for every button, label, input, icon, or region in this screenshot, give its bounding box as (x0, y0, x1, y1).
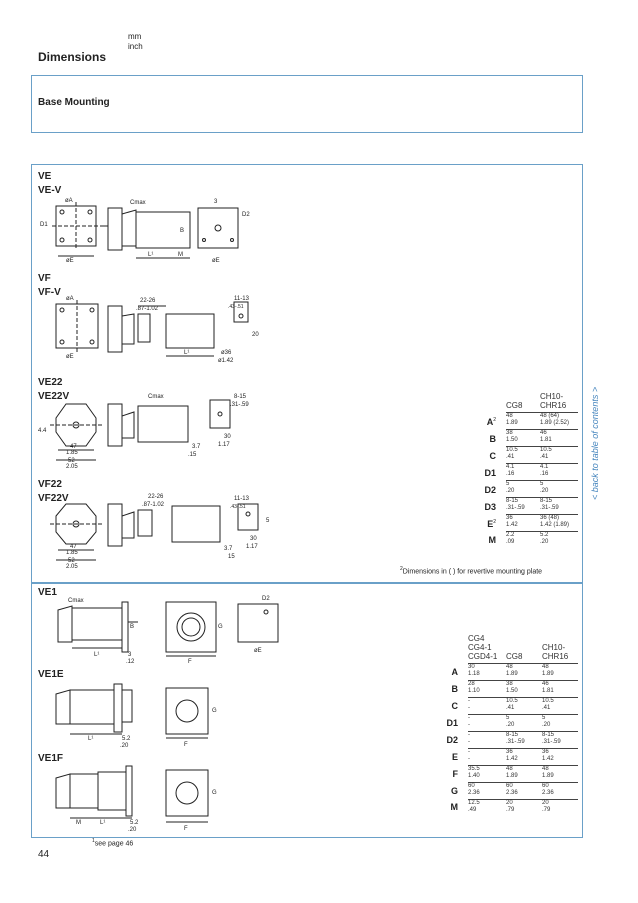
cell-cg8: 10.5 .41 (506, 447, 540, 464)
dim-l1-ve1: L¹ (94, 652, 100, 658)
cell-cg8: 36 1.42 (506, 515, 540, 532)
col-cg8: CG8 (506, 401, 523, 410)
cell-cg4: 60 2.36 (468, 783, 506, 800)
drawing-vf (38, 296, 268, 368)
row-label: $A^2$ (486, 416, 496, 427)
cell-cg4: - - (468, 732, 506, 749)
dim-o36: ø36 (221, 350, 232, 356)
page-number: 44 (38, 849, 50, 860)
label-vf-v: VF-V (38, 287, 61, 298)
dim-cmax-ve1: Cmax (68, 598, 84, 604)
back-to-toc-link[interactable]: < back to table of contents > (590, 386, 600, 500)
col-cg4: CG4 CG4-1 CGD4-1 (468, 634, 498, 661)
dim-f-ve1: F (188, 659, 192, 665)
cell-cg8: 8-15 .31-.59 (506, 498, 540, 515)
dim-m: M (178, 252, 183, 258)
cell-cg8: 48 1.89 (506, 766, 542, 783)
dim-o142: ø1.42 (218, 358, 234, 364)
row-label: C (451, 700, 458, 711)
dim-52-ve1e: 5.2 (122, 736, 131, 742)
row-label: B (489, 433, 496, 444)
dim-15: .15 (188, 452, 197, 458)
dim-oe-2: øE (212, 258, 220, 264)
dim-f-ve1e: F (184, 742, 188, 748)
label-vf22v: VF22V (38, 493, 69, 504)
dim-185: 1.85 (66, 450, 78, 456)
section1-spec-table (470, 392, 578, 548)
dim-1113: 11-13 (234, 296, 249, 302)
col-ch10-2: CH10- CHR16 (542, 643, 569, 661)
row-label: M (450, 802, 458, 813)
dim-44: 4.4 (38, 428, 47, 434)
dim-2226: 22-26 (140, 298, 156, 304)
dim-117-vf22: 1.17 (246, 544, 258, 550)
dim-cmax-ve22: Cmax (148, 394, 164, 400)
label-ve1f: VE1F (38, 753, 64, 764)
cell-cg4: - - (468, 749, 506, 766)
table-row (430, 681, 578, 698)
dim-l1-vf: L¹ (184, 350, 190, 356)
dim-47-vf22: 47 (70, 544, 77, 550)
revertive-note: $^2$Dimensions in ( ) for revertive mounting plate (400, 566, 543, 576)
unit-inch: inch (128, 42, 143, 51)
label-ve: VE (38, 171, 52, 182)
dim-52-ve1f: 5.2 (130, 820, 139, 826)
cell-cg4: - - (468, 698, 506, 715)
cell-ch10: 36 (48) 1.42 (1.89) (540, 515, 578, 532)
cell-ch10: 46 1.81 (542, 681, 578, 698)
table-row (470, 447, 578, 464)
dim-oa: øA (65, 198, 73, 204)
dim-oe-vf: øE (66, 354, 74, 360)
dim-oa-vf: øA (66, 296, 74, 302)
dim-cmax: Cmax (130, 200, 146, 206)
table-row (470, 464, 578, 481)
table-row (430, 732, 578, 749)
units-legend (128, 32, 143, 52)
row-label: D1 (484, 467, 496, 478)
cell-ch10: 48 (64) 1.89 (2.52) (540, 413, 578, 430)
cell-cg8: 60 2.36 (506, 783, 542, 800)
row-label: D2 (484, 484, 496, 495)
cell-cg8: 5 .20 (506, 715, 542, 732)
drawing-ve22 (38, 392, 268, 470)
dim-b: B (180, 228, 185, 234)
label-ve22: VE22 (38, 377, 63, 388)
row-label: E (451, 751, 458, 762)
drawing-ve1e (38, 676, 258, 748)
cell-ch10: 5 .20 (540, 481, 578, 498)
dim-2226-vf22: 22-26 (148, 494, 164, 500)
cell-cg8: 8-15 .31-.59 (506, 732, 542, 749)
dim-m-ve1f: M (76, 820, 81, 826)
cell-cg8: 36 1.42 (506, 749, 542, 766)
row-label: G (450, 785, 458, 796)
label-ve22v: VE22V (38, 391, 70, 402)
section2-spec-table (430, 634, 578, 816)
dim-f-ve1f: F (184, 826, 188, 832)
table-row (470, 430, 578, 447)
dim-12: .12 (126, 659, 135, 665)
label-ve1: VE1 (38, 587, 57, 598)
cell-cg4: 30 1.18 (468, 664, 506, 681)
dim-3: 3 (128, 652, 132, 658)
cell-ch10: 48 1.89 (542, 664, 578, 681)
cell-ch10: 5 .20 (542, 715, 578, 732)
table-row (430, 664, 578, 681)
cell-cg8: 4.1 .16 (506, 464, 540, 481)
cell-cg4: - - (468, 715, 506, 732)
label-ve-v: VE-V (38, 185, 62, 196)
dim-20-ve1f: .20 (128, 827, 137, 833)
dim-52: 52 (68, 458, 75, 464)
row-label: $E^2$ (487, 518, 496, 529)
label-vf22: VF22 (38, 479, 62, 490)
table-row (470, 413, 578, 430)
drawing-ve1f (38, 760, 258, 832)
unit-mm: mm (128, 32, 142, 41)
table-row (470, 515, 578, 532)
dim-d2: D2 (242, 212, 250, 218)
dim-20-ve1e: .20 (120, 743, 129, 749)
dim-l1: L¹ (148, 252, 154, 258)
cell-ch10: 10.5 .41 (542, 698, 578, 715)
table-row (470, 498, 578, 515)
table-row (470, 481, 578, 498)
table-row (430, 749, 578, 766)
row-label: D3 (484, 501, 496, 512)
dim-4351: .43-.51 (228, 304, 244, 310)
dim-205: 2.05 (66, 464, 78, 470)
cell-cg8: 48 1.89 (506, 664, 542, 681)
dim-g-ve1: G (218, 624, 223, 630)
dim-15-vf22: 15 (228, 554, 235, 560)
dim-185-vf22: 1.85 (66, 550, 78, 556)
label-ve1e: VE1E (38, 669, 64, 680)
table-row (430, 766, 578, 783)
cell-ch10: 60 2.36 (542, 783, 578, 800)
dim-g-ve1f: G (212, 790, 217, 796)
cell-cg8: 38 1.50 (506, 430, 540, 447)
base-mounting-box (31, 75, 583, 133)
table-row (430, 800, 578, 817)
cell-ch10: 20 .79 (542, 800, 578, 817)
col-ch10: CH10- CHR16 (540, 392, 567, 410)
drawing-ve1 (38, 592, 308, 664)
dim-20: 20 (252, 332, 259, 338)
cell-cg4: 28 1.10 (468, 681, 506, 698)
table-row (430, 783, 578, 800)
cell-ch10: 46 1.81 (540, 430, 578, 447)
dim-l1-ve1f: L¹ (100, 820, 106, 826)
dim-g-ve1e: G (212, 708, 217, 714)
base-mounting-title: Base Mounting (38, 97, 110, 108)
dim-117: 1.17 (218, 442, 230, 448)
dim-oe: øE (66, 258, 74, 264)
cell-ch10: 4.1 .16 (540, 464, 578, 481)
row-label: A (451, 666, 458, 677)
row-label: B (451, 683, 458, 694)
cell-ch10: 48 1.89 (542, 766, 578, 783)
label-vf: VF (38, 273, 51, 284)
dim-d3: 3 (214, 199, 218, 205)
cell-cg4: 35.5 1.40 (468, 766, 506, 783)
row-label: C (489, 450, 496, 461)
dim-l1-ve1e: L¹ (88, 736, 94, 742)
cell-cg8: 5 .20 (506, 481, 540, 498)
dim-30: 30 (224, 434, 231, 440)
dim-5-vf22: 5 (266, 518, 270, 524)
dim-4351-vf22: .43-.51 (230, 504, 246, 510)
dim-d1: D1 (40, 222, 48, 228)
dim-37: 3.7 (192, 444, 201, 450)
cell-ch10: 36 1.42 (542, 749, 578, 766)
drawing-vf22 (38, 494, 278, 574)
cell-cg8: 20 .79 (506, 800, 542, 817)
dim-87102: .87-1.02 (136, 306, 159, 312)
row-label: M (488, 535, 496, 546)
dim-87102-vf22: .87-1.02 (142, 502, 165, 508)
table-row (430, 698, 578, 715)
dim-815: 8-15 (234, 394, 247, 400)
dim-52-vf22: 52 (68, 558, 75, 564)
dim-37-vf22: 3.7 (224, 546, 233, 552)
cell-cg4: 12.5 .49 (468, 800, 506, 817)
cell-ch10: 8-15 .31-.59 (542, 732, 578, 749)
footnote: $^1$see page 46 (92, 838, 134, 848)
page-title: Dimensions (38, 50, 107, 64)
cell-ch10: 5.2 .20 (540, 532, 578, 549)
cell-ch10: 10.5 .41 (540, 447, 578, 464)
dim-47: 47 (70, 444, 77, 450)
drawing-ve (38, 196, 248, 266)
cell-cg8: 48 1.89 (506, 413, 540, 430)
cell-cg8: 10.5 .41 (506, 698, 542, 715)
dim-b-ve1: B (130, 624, 135, 630)
row-label: D2 (446, 734, 458, 745)
cell-ch10: 8-15 .31-.59 (540, 498, 578, 515)
dim-1113-vf22: 11-13 (234, 496, 249, 502)
table-row (470, 532, 578, 549)
dim-oe-ve1: øE (254, 648, 262, 654)
table-row (430, 715, 578, 732)
row-label: D1 (446, 717, 458, 728)
dim-d2-ve1: D2 (262, 596, 270, 602)
row-label: F (452, 768, 458, 779)
cell-cg8: 2.2 .09 (506, 532, 540, 549)
col-cg8-2: CG8 (506, 652, 523, 661)
dim-3159: .31-.59 (230, 402, 249, 408)
dim-205-vf22: 2.05 (66, 564, 78, 570)
cell-cg8: 38 1.50 (506, 681, 542, 698)
dim-30-vf22: 30 (250, 536, 257, 542)
